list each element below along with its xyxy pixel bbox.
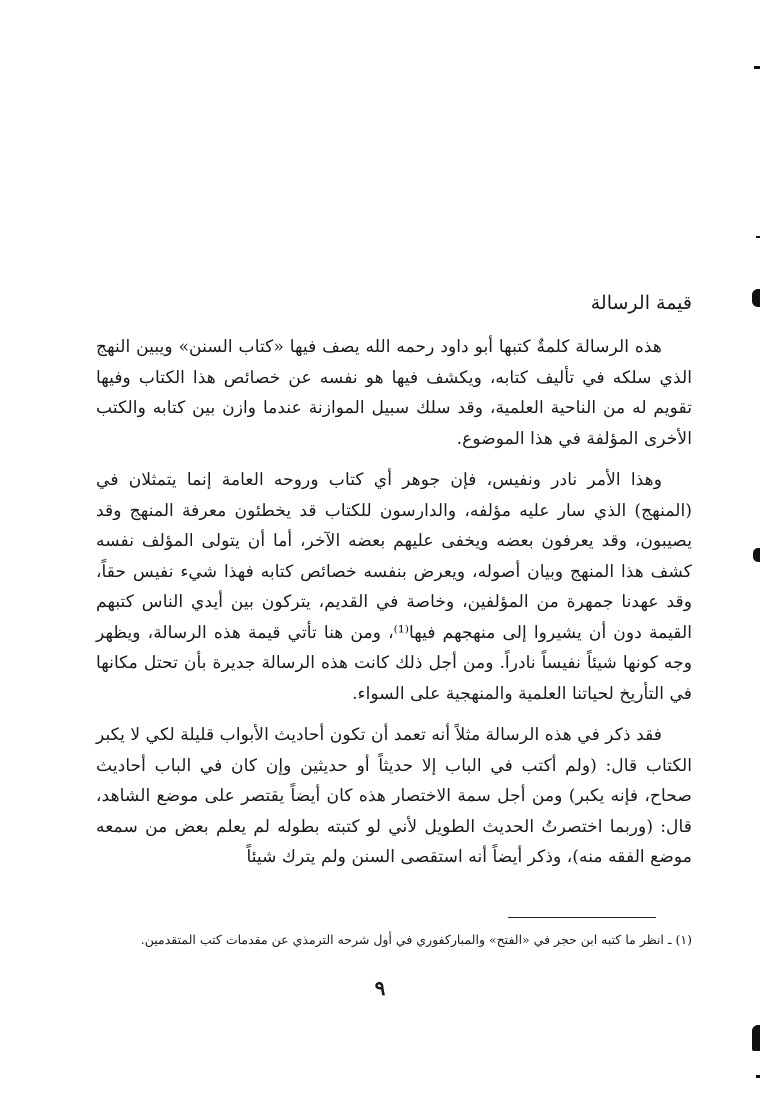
- scan-edge-mark: [756, 236, 760, 238]
- scan-edge-mark: [753, 548, 760, 562]
- footnote-divider: [508, 917, 656, 918]
- scan-edge-mark: [752, 289, 760, 307]
- paragraph-3: فقد ذكر في هذه الرسالة مثلاً أنه تعمد أن تكون أحاديث الأبواب قليلة لكي لا يكبر الكتاب قال: (ولم أكتب في الباب إلا حديثاً أو حديثين وإن كان في الباب أحاديث صحاح، فإنه يكبر) ومن أجل سمة الاختصار هذه كان أيضاً يقتصر على موضع الشاهد، قال: (وربما اختصرتُ الحديث الطويل لأني لو كتبته بطوله لم يعلم بعض من سمعه موضع الفقه منه)، وذكر أيضاً أنه استقصى السنن ولم يترك شيئاً: [96, 725, 692, 867]
- page-header: قيمة الرسالة: [590, 292, 692, 314]
- main-text: [96, 332, 692, 884]
- paragraph-2: وهذا الأمر نادر ونفيس، فإن جوهر أي كتاب وروحه العامة إنما يتمثلان في (المنهج) الذي سار عليه مؤلفه، والدارسون للكتاب قد يخطئون معرفة المنهج وقد يصيبون، وقد يعرفون بعضه ويخفى عليهم بعضه الآخر، أما أن يتولى المؤلف نفسه كشف هذا المنهج وبيان أصوله، ويعرض بنفسه خصائص كتابه فهذا شيء نفيس حقاً، وقد عهدنا جمهرة من المؤلفين، وخاصة في القديم، يتركون بين أيدي الناس كتبهم القيمة دون أن يشيروا إلى منهجهم فيها⁽¹⁾، ومن هنا تأتي قيمة هذه الرسالة، ويظهر وجه كونها شيئاً نفيساً نادراً. ومن أجل ذلك كانت هذه الرسالة جديرة بأن تحتل مكانها في التأريخ لحياتنا العلمية والمنهجية على السواء.: [96, 470, 692, 704]
- scan-edge-mark: [752, 1025, 760, 1051]
- paragraph-1: هذه الرسالة كلمةٌ كتبها أبو داود رحمه الله يصف فيها «كتاب السنن» ويبين النهج الذي سلكه في تأليف كتابه، ويكشف فيها هو نفسه عن خصائص هذا الكتاب وفيها تقويم له من الناحية العلمية، وقد سلك سبيل الموازنة عندما وازن بين كتابه والكتب الأخرى المؤلفة في هذا الموضوع.: [96, 337, 692, 449]
- page-number: ٩: [374, 976, 386, 1000]
- scan-edge-mark: [754, 66, 760, 69]
- footnote: (١) ـ انظر ما كتبه ابن حجر في «الفتح» والمباركفوري في أول شرحه الترمذي عن مقدمات كتب المتقدمين.: [140, 932, 692, 947]
- scan-edge-mark: [756, 1075, 760, 1078]
